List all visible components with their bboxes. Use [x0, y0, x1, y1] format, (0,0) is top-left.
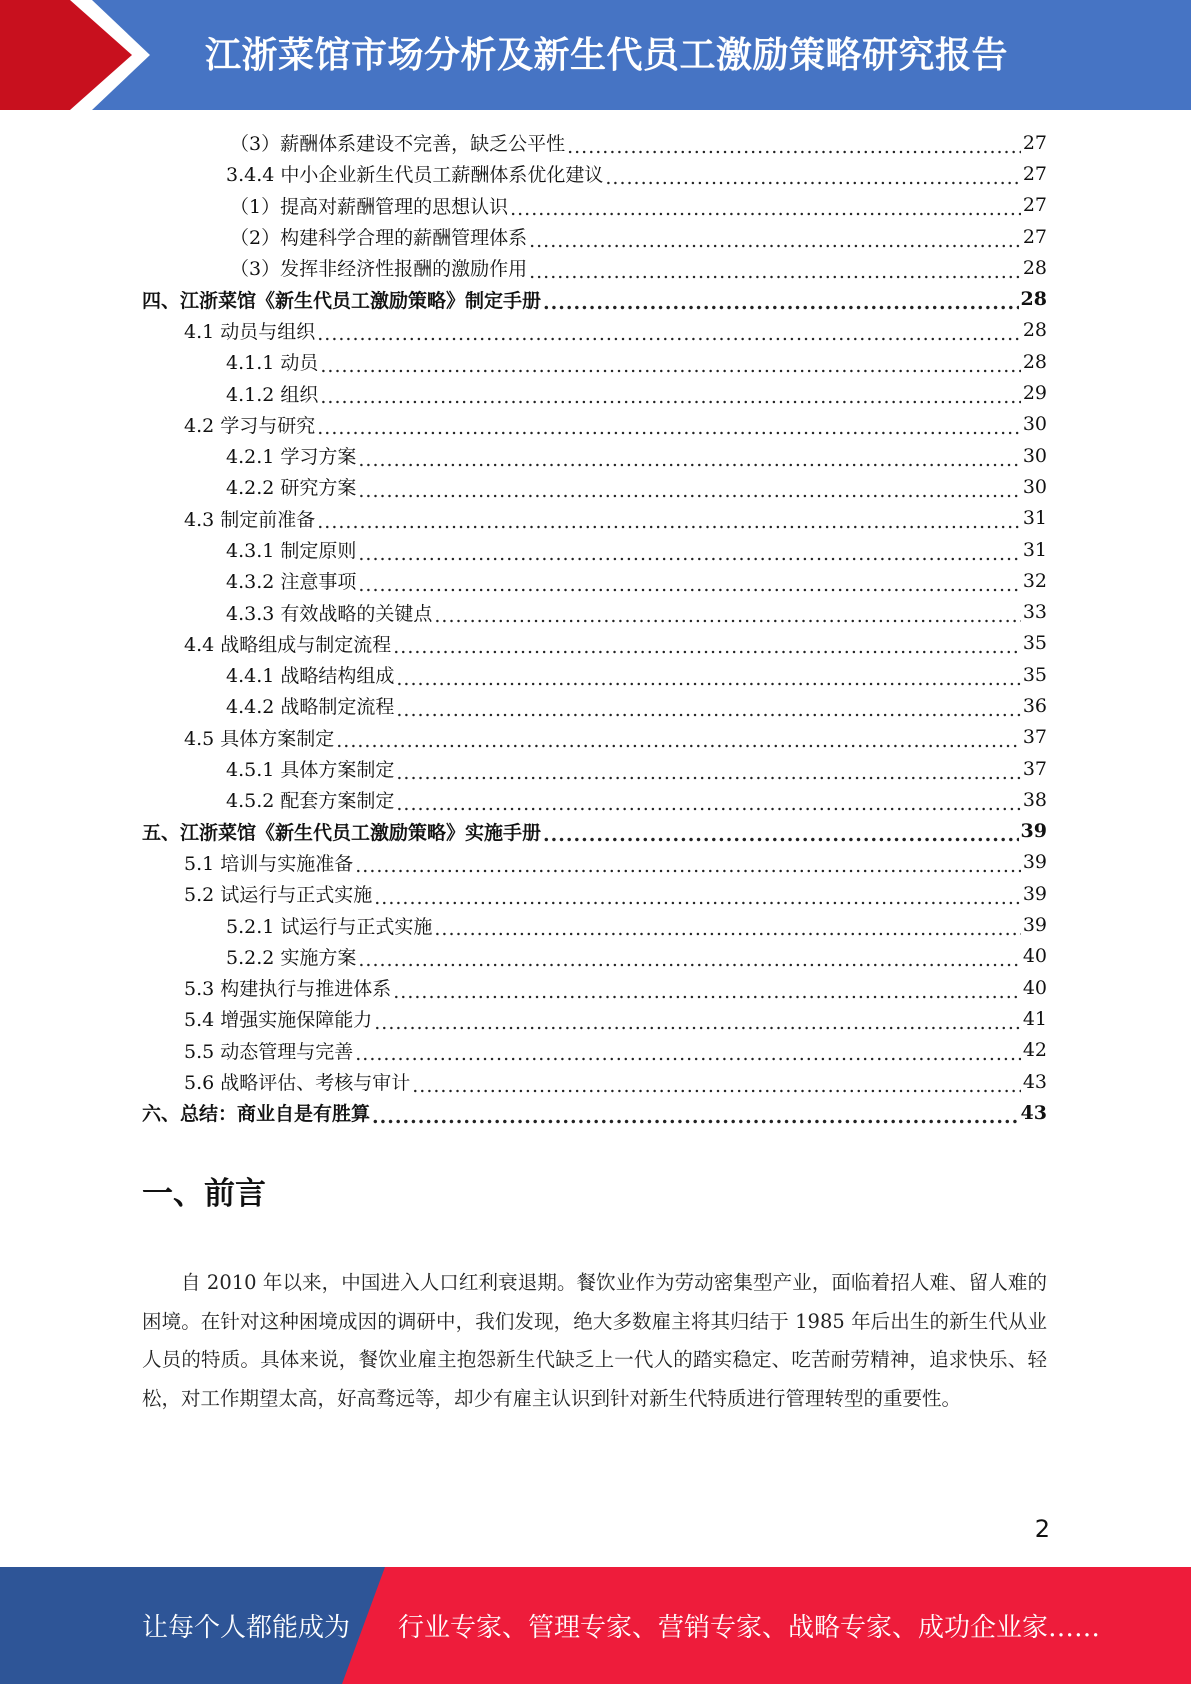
toc-entry[interactable] — [142, 252, 1047, 283]
toc-entry[interactable] — [142, 158, 1047, 189]
toc-entry-label: （3）发挥非经济性报酬的激励作用 — [230, 258, 528, 281]
report-title: 江浙菜馆市场分析及新生代员工激励策略研究报告 — [205, 35, 1009, 76]
page-number: 2 — [1034, 1515, 1050, 1543]
toc-dot-leader — [374, 887, 1021, 909]
toc-entry-page: 40 — [1022, 976, 1047, 999]
toc-entry-label: 5.2 试运行与正式实施 — [184, 884, 373, 907]
toc-entry-label: 4.1.2 组织 — [226, 383, 319, 406]
toc-entry-label: 4.2 学习与研究 — [184, 414, 316, 437]
toc-dot-leader — [529, 230, 1021, 252]
toc-dot-leader — [434, 605, 1020, 627]
toc-entry[interactable] — [142, 503, 1047, 534]
toc-entry-label: 4.3.2 注意事项 — [226, 571, 357, 594]
toc-entry[interactable] — [142, 596, 1047, 627]
toc-dot-leader — [320, 386, 1020, 408]
toc-dot-leader — [355, 1043, 1021, 1065]
toc-entry-label: （2）构建科学合理的薪酬管理体系 — [230, 227, 528, 250]
toc-dot-leader — [393, 636, 1021, 658]
toc-entry[interactable] — [142, 409, 1047, 440]
toc-entry[interactable] — [142, 909, 1047, 940]
toc-entry[interactable] — [142, 127, 1047, 158]
toc-entry-page: 30 — [1022, 475, 1047, 498]
toc-entry-label: 5.3 构建执行与推进体系 — [184, 978, 392, 1001]
toc-dot-leader — [317, 511, 1021, 533]
toc-entry-page: 27 — [1022, 162, 1047, 185]
toc-dot-leader — [396, 762, 1020, 784]
toc-entry[interactable] — [142, 784, 1047, 815]
toc-entry-label: 六、总结：商业自是有胜算 — [142, 1103, 371, 1126]
toc-entry-label: 4.1 动员与组织 — [184, 320, 316, 343]
toc-entry[interactable] — [142, 471, 1047, 502]
toc-dot-leader — [336, 730, 1021, 752]
toc-entry-page: 31 — [1022, 538, 1047, 561]
toc-entry-label: 5.4 增强实施保障能力 — [184, 1009, 373, 1032]
toc-entry-page: 30 — [1022, 444, 1047, 467]
toc-entry-label: 4.4 战略组成与制定流程 — [184, 633, 392, 656]
toc-entry-label: 5.1 培训与实施准备 — [184, 852, 354, 875]
toc-dot-leader — [355, 855, 1021, 877]
body-paragraph: 自 2010 年以来，中国进入人口红利衰退期。餐饮业作为劳动密集型产业，面临着招人难、留人难的困境。在针对这种困境成因的调研中，我们发现，绝大多数雇主将其归结于 1985 年后出生的新生代从业人员的特质。具体来说，餐饮业雇主抱怨新生代缺乏上一代人的踏实稳定、吃苦耐劳精神，追求快乐、轻松，对工作期望太高，好高骛远等，却少有雇主认识到针对新生代特质进行管理转型的重要性。 — [142, 1271, 1047, 1410]
page-footer — [0, 1567, 1191, 1684]
toc-dot-leader — [358, 543, 1020, 565]
toc-entry-page: 33 — [1022, 601, 1047, 624]
toc-entry-page: 36 — [1022, 694, 1047, 717]
toc-entry[interactable] — [142, 1035, 1047, 1066]
toc-entry-label: 4.2.2 研究方案 — [226, 477, 357, 500]
toc-entry-label: 5.2.1 试运行与正式实施 — [226, 915, 433, 938]
toc-dot-leader — [374, 1012, 1021, 1034]
toc-entry-page: 32 — [1022, 569, 1047, 592]
toc-entry-page: 27 — [1022, 131, 1047, 154]
toc-dot-leader — [412, 1075, 1021, 1097]
toc-dot-leader — [510, 198, 1021, 220]
toc-entry[interactable] — [142, 753, 1047, 784]
toc-entry-page: 38 — [1022, 788, 1047, 811]
toc-entry-page: 27 — [1022, 194, 1047, 217]
toc-entry-page: 39 — [1022, 914, 1047, 937]
toc-entry-page: 31 — [1022, 507, 1047, 530]
toc-dot-leader — [317, 417, 1021, 439]
header-arrow-decoration — [0, 0, 160, 110]
toc-entry-page: 28 — [1020, 288, 1047, 311]
toc-entry-page: 39 — [1022, 851, 1047, 874]
toc-entry-page: 28 — [1022, 319, 1047, 342]
toc-dot-leader — [605, 167, 1020, 189]
toc-entry[interactable] — [142, 1003, 1047, 1034]
toc-entry-label: 4.3 制定前准备 — [184, 508, 316, 531]
toc-entry-label: 四、江浙菜馆《新生代员工激励策略》制定手册 — [142, 289, 542, 312]
toc-entry[interactable] — [142, 283, 1047, 314]
toc-entry-label: 5.2.2 实施方案 — [226, 946, 357, 969]
toc-entry-label: 4.5.2 配套方案制定 — [226, 790, 395, 813]
toc-entry[interactable] — [142, 221, 1047, 252]
toc-dot-leader — [393, 981, 1021, 1003]
toc-dot-leader — [434, 918, 1020, 940]
toc-entry[interactable] — [142, 847, 1047, 878]
toc-entry[interactable] — [142, 659, 1047, 690]
toc-dot-leader — [358, 449, 1020, 471]
toc-entry-label: 4.4.2 战略制定流程 — [226, 696, 395, 719]
toc-entry-label: 5.5 动态管理与完善 — [184, 1040, 354, 1063]
toc-entry-page: 37 — [1022, 726, 1047, 749]
footer-slogan-left: 让每个人都能成为 — [142, 1613, 351, 1643]
toc-entry[interactable] — [142, 190, 1047, 221]
toc-entry-page: 30 — [1022, 413, 1047, 436]
toc-entry-page: 39 — [1020, 820, 1047, 843]
toc-dot-leader — [543, 824, 1019, 846]
toc-dot-leader — [543, 292, 1019, 314]
toc-entry[interactable] — [142, 628, 1047, 659]
page-header — [0, 0, 1191, 110]
toc-entry-page: 35 — [1022, 632, 1047, 655]
toc-entry-label: 五、江浙菜馆《新生代员工激励策略》实施手册 — [142, 821, 542, 844]
toc-entry[interactable] — [142, 1066, 1047, 1097]
toc-entry-label: 4.3.3 有效战略的关键点 — [226, 602, 433, 625]
toc-entry-page: 43 — [1022, 1070, 1047, 1093]
toc-entry-label: 4.5.1 具体方案制定 — [226, 759, 395, 782]
toc-dot-leader — [567, 136, 1021, 158]
toc-entry-page: 42 — [1022, 1039, 1047, 1062]
toc-entry-label: 4.5 具体方案制定 — [184, 727, 335, 750]
toc-entry[interactable] — [142, 377, 1047, 408]
toc-entry-page: 37 — [1022, 757, 1047, 780]
toc-entry-page: 29 — [1022, 382, 1047, 405]
table-of-contents — [142, 127, 1047, 1129]
toc-entry[interactable] — [142, 565, 1047, 596]
toc-entry-page: 41 — [1022, 1007, 1047, 1030]
toc-entry-page: 28 — [1022, 256, 1047, 279]
toc-entry-page: 40 — [1022, 945, 1047, 968]
toc-entry-label: 4.3.1 制定原则 — [226, 540, 357, 562]
toc-entry-label: （1）提高对薪酬管理的思想认识 — [230, 195, 509, 218]
toc-dot-leader — [396, 668, 1020, 690]
toc-entry-page: 43 — [1020, 1101, 1047, 1124]
toc-entry-label: 4.2.1 学习方案 — [226, 446, 357, 469]
toc-dot-leader — [317, 323, 1021, 345]
toc-entry-page: 39 — [1022, 882, 1047, 905]
toc-entry-label: 4.4.1 战略结构组成 — [226, 665, 395, 688]
toc-dot-leader — [358, 574, 1020, 596]
toc-entry-label: 5.6 战略评估、考核与审计 — [184, 1072, 411, 1095]
toc-entry-label: 3.4.4 中小企业新生代员工薪酬体系优化建议 — [226, 164, 604, 187]
toc-entry-page: 27 — [1022, 225, 1047, 248]
toc-entry[interactable] — [142, 1097, 1047, 1128]
toc-entry[interactable] — [142, 972, 1047, 1003]
toc-dot-leader — [396, 699, 1020, 721]
toc-entry[interactable] — [142, 440, 1047, 471]
toc-entry[interactable] — [142, 941, 1047, 972]
toc-dot-leader — [358, 949, 1020, 971]
toc-entry[interactable] — [142, 878, 1047, 909]
toc-entry-page: 35 — [1022, 663, 1047, 686]
toc-entry[interactable] — [142, 690, 1047, 721]
toc-dot-leader — [358, 480, 1020, 502]
toc-entry[interactable] — [142, 315, 1047, 346]
toc-entry[interactable] — [142, 816, 1047, 847]
toc-entry-page: 28 — [1022, 350, 1047, 373]
toc-entry-label: 4.1.1 动员 — [226, 352, 319, 375]
toc-dot-leader — [320, 355, 1020, 377]
toc-dot-leader — [372, 1106, 1019, 1128]
toc-entry[interactable] — [142, 346, 1047, 377]
toc-dot-leader — [529, 261, 1021, 283]
section-heading: 一、前言 — [142, 1176, 266, 1212]
footer-slogan-right: 行业专家、管理专家、营销专家、战略专家、成功企业家…… — [398, 1613, 1101, 1643]
toc-entry-label: （3）薪酬体系建设不完善，缺乏公平性 — [230, 133, 566, 156]
toc-dot-leader — [396, 793, 1020, 815]
toc-entry[interactable] — [142, 722, 1047, 753]
toc-entry[interactable] — [142, 534, 1047, 565]
